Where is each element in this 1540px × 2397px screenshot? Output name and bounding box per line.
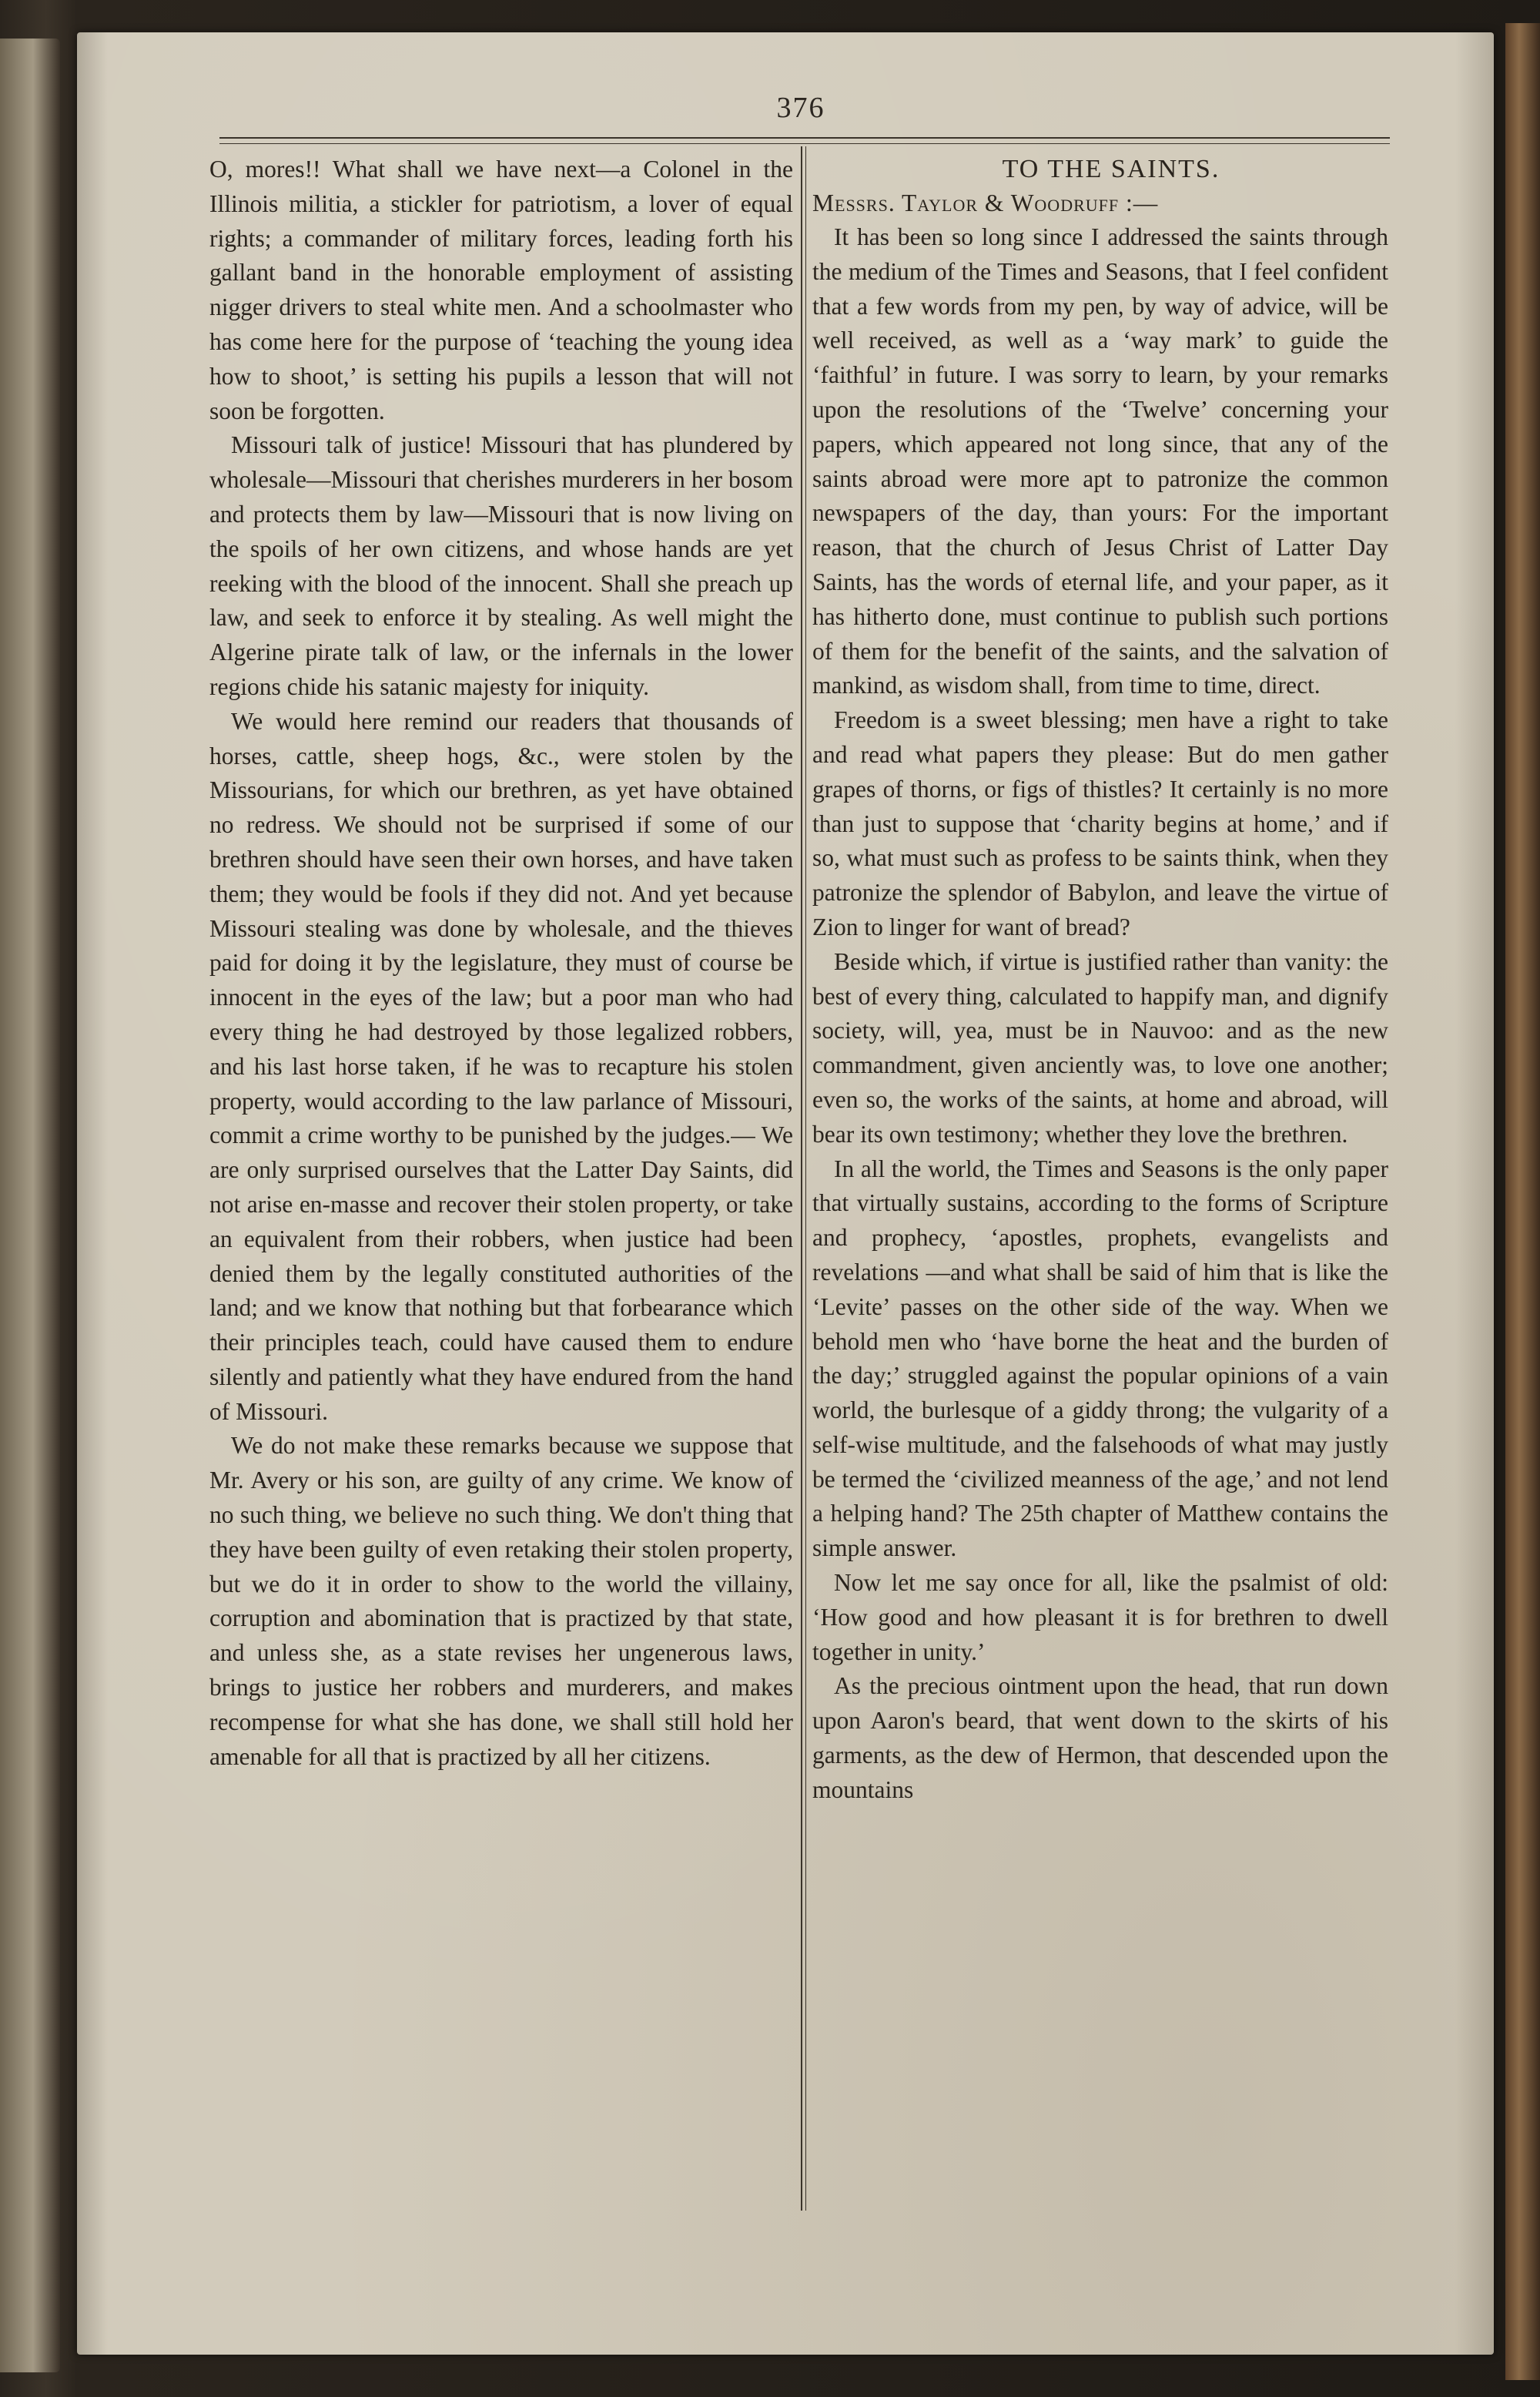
right-column [812,153,1388,1808]
header-rule-thin [219,143,1390,144]
paragraph: It has been so long since I addressed the saints through the medium of the Times and Seasons, that I feel confident that a few words from my pen, by way of advice, will be well received, as well as a ‘way mark’ to guide the ‘faithful’ in future. I was sorry to learn, by your remarks upon the resolutions of the ‘Twelve’ concerning your papers, which appeared not long since, that any of the saints abroad were more apt to patronize the common newspapers of the day, than yours: For the important reason, that the church of Jesus Christ of Latter Day Saints, has the words of eternal life, and your paper, as it has hitherto done, must continue to publish such portions of them for the benefit of the saints, and the salvation of mankind, as wisdom shall, from time to time, direct. [812,223,1388,699]
paragraph: Now let me say once for all, like the psalmist of old: ‘How good and how pleasant it is for brethren to dwell together in unity.’ [812,1569,1388,1665]
paragraph: We would here remind our readers that thousands of horses, cattle, sheep hogs, &c., were stolen by the Missourians, for which our brethren, as yet have obtained no redress. We should not be surprised if some of our brethren should have seen their own horses, and have taken them; they would be fools if they did not. And yet because Missouri stealing was done by wholesale, and the thieves paid for doing it by the legislature, they must of course be innocent in the eyes of the law; but a poor man who had every thing he had destroyed by those legalized robbers, and his last horse taken, if he was to recapture his stolen property, would according to the law parlance of Missouri, commit a crime worthy to be punished by the judges.— We are only surprised ourselves that the Latter Day Saints, did not arise en-masse and recover their stolen property, or take an equivalent from their robbers, when justice had been denied them by the legally constituted authorities of the land; and we know that nothing but that forbearance which their principles teach, could have caused them to endure silently and patiently what they have endured from the hand of Missouri. [209,707,793,1425]
book-spine [1505,23,1540,2380]
paragraph: O, mores!! What shall we have next—a Colonel in the Illinois militia, a stickler for patriotism, a lover of equal rights; a commander of military forces, leading forth his gallant band in the honorable employment of assisting nigger drivers to steal white men. And a schoolmaster who has come here for the purpose of ‘teaching the young idea how to shoot,’ is setting his pupils a lesson that will not soon be forgotten. [209,156,793,424]
left-page-edge [0,39,60,2372]
left-column [209,153,793,1774]
article-heading: TO THE SAINTS. [1002,155,1220,183]
column-divider [801,146,802,2211]
column-divider-thin [805,146,806,2211]
paragraph: Missouri talk of justice! Missouri that has plundered by wholesale—Missouri that cherishes murderers in her bosom and protects them by law—Missouri that is now living on the spoils of her own citizens, and whose hands are yet reeking with the blood of the innocent. Shall she preach up law, and seek to enforce it by stealing. As well might the Algerine pirate talk of law, or the infernals in the lower regions chide his satanic majesty for iniquity. [209,431,793,700]
salutation: Messrs. Taylor & Woodruff :— [812,189,1159,216]
page-number: 376 [776,92,825,124]
paragraph: As the precious ointment upon the head, that run down upon Aaron's beard, that went down to the skirts of his garments, as the dew of Hermon, that descended upon the mountains [812,1672,1388,1803]
paragraph: Freedom is a sweet blessing; men have a right to take and read what papers they please: But do men gather grapes of thorns, or figs of thistles? It certainly is no more than just to suppose that ‘charity begins at home,’ and if so, what must such as profess to be saints think, when they patronize the splendor of Babylon, and leave the virtue of Zion to linger for want of bread? [812,706,1388,940]
header-rule [219,137,1390,139]
paragraph: We do not make these remarks because we suppose that Mr. Avery or his son, are guilty of any crime. We know of no such thing, we believe no such thing. We don't thing that they have been guilty of even retaking their stolen property, but we do it in order to show to the world the villainy, corruption and abomination that is practized by that state, and unless she, as a state revises her ungenerous laws, brings to justice her robbers and murderers, and makes recompense for what she has done, we shall still hold her amenable for all that is practized by all her citizens. [209,1432,793,1770]
paragraph: Beside which, if virtue is justified rather than vanity: the best of every thing, calculated to happify man, and dignify society, will, yea, must be in Nauvoo: and as the new commandment, given anciently was, to love one another; even so, the works of the saints, at home and abroad, will bear its own testimony; whether they love the brethren. [812,947,1388,1148]
paragraph: In all the world, the Times and Seasons is the only paper that virtually sustains, according to the forms of Scripture and prophecy, ‘apostles, prophets, evangelists and revelations —and what shall be said of him that is like the ‘Levite’ passes on the other side of the way. When we behold men who ‘have borne the heat and the burden of the day;’ struggled against the popular opinions of a vain world, the burlesque of a giddy throng; the vulgarity of a self-wise multitude, and the falsehoods of what may justly be termed the ‘civilized meanness of the age,’ and not lend a helping hand? The 25th chapter of Matthew contains the simple answer. [812,1155,1388,1562]
